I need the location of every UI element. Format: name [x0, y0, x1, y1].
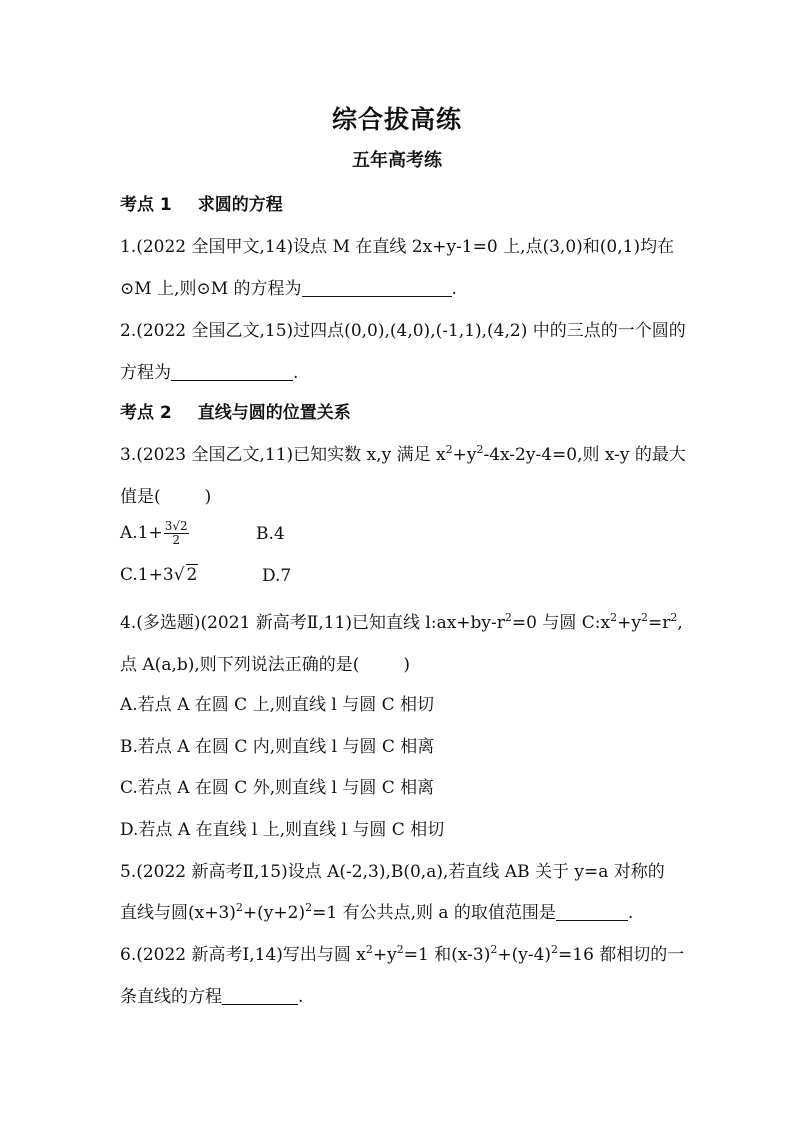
- question-text: 条直线的方程: [120, 987, 222, 1007]
- option-label: C.1+3: [120, 565, 174, 585]
- fraction: [164, 520, 189, 547]
- question-text: 值是(: [120, 487, 161, 507]
- question-3-option-d: D.7: [262, 566, 292, 586]
- question-text: ): [403, 655, 411, 675]
- question-2-line-1: 2.(2022 全国乙文,15)过四点(0,0),(4,0),(-1,1),(4,2) 中的三点的一个圆的: [120, 321, 686, 341]
- superscript: 2: [476, 443, 484, 456]
- question-3-line-1: [120, 440, 686, 465]
- question-3-line-2: [120, 482, 211, 507]
- question-text: ⊙M 上,则⊙M 的方程为: [120, 279, 302, 299]
- question-4-option-d: D.若点 A 在直线 l 上,则直线 l 与圆 C 相切: [120, 820, 445, 840]
- question-text: =0 与圆 C:x: [511, 613, 611, 633]
- question-text: +(y+2): [242, 903, 306, 923]
- question-text: +y: [372, 945, 397, 965]
- question-1-line-1: 1.(2022 全国甲文,14)设点 M 在直线 2x+y-1=0 上,点(3,0)和(0,1)均在: [120, 237, 675, 257]
- superscript: 2: [551, 943, 559, 956]
- answer-blank: [222, 988, 298, 1005]
- question-text: =1 有公共点,则 a 的取值范围是: [312, 903, 556, 923]
- question-text: .: [298, 987, 304, 1007]
- question-text: +(y-4): [497, 945, 552, 965]
- answer-blank: [302, 280, 452, 297]
- question-3-option-c: [120, 564, 198, 585]
- question-5-line-1: 5.(2022 新高考Ⅱ,15)设点 A(-2,3),B(0,a),若直线 AB 关于 y=a 对称的: [120, 862, 665, 882]
- sqrt: [174, 564, 199, 585]
- sqrt-icon: √: [173, 565, 185, 585]
- superscript: 2: [365, 943, 373, 956]
- question-text: 3.(2023 全国乙文,11)已知实数 x,y 满足 x: [120, 445, 446, 465]
- superscript: 2: [504, 611, 512, 624]
- question-4-option-c: C.若点 A 在圆 C 外,则直线 l 与圆 C 相离: [120, 778, 435, 798]
- question-text: 直线与圆(x+3): [120, 903, 236, 923]
- superscript: 2: [235, 901, 243, 914]
- question-4-option-b: B.若点 A 在圆 C 内,则直线 l 与圆 C 相离: [120, 737, 435, 757]
- sqrt-icon: √: [172, 519, 181, 533]
- superscript: 2: [640, 611, 648, 624]
- question-text: =r: [647, 613, 671, 633]
- question-2-line-2: [120, 358, 298, 383]
- superscript: 2: [670, 611, 678, 624]
- question-text: 4.(多选题)(2021 新高考Ⅱ,11)已知直线 l:ax+by-r: [120, 613, 505, 633]
- question-3-option-a: [120, 520, 189, 547]
- question-1-line-2: [120, 274, 457, 299]
- section-heading-1: [120, 190, 283, 215]
- superscript: 2: [396, 943, 404, 956]
- question-6-line-1: [120, 940, 684, 965]
- question-3-option-b: B.4: [256, 524, 285, 544]
- section-title: 直线与圆的位置关系: [197, 403, 351, 423]
- radicand: 2: [186, 565, 198, 585]
- question-5-line-2: [120, 898, 633, 923]
- superscript: 2: [305, 901, 313, 914]
- question-text: ): [204, 487, 212, 507]
- question-text: 方程为: [120, 363, 171, 383]
- question-text: +y: [617, 613, 641, 633]
- question-4-line-1: [120, 608, 683, 633]
- question-text: +y: [452, 445, 477, 465]
- question-4-option-a: A.若点 A 在圆 C 上,则直线 l 与圆 C 相切: [120, 695, 435, 715]
- question-text: .: [627, 903, 634, 923]
- question-text: -4x-2y-4=0,则 x-y 的最大: [483, 445, 686, 465]
- question-text: .: [293, 363, 299, 383]
- question-4-line-2: [120, 650, 410, 675]
- question-text: .: [451, 279, 457, 299]
- section-label: 考点 2: [120, 403, 172, 423]
- question-6-line-2: [120, 982, 303, 1007]
- option-label: A.1+: [120, 523, 163, 543]
- question-text: ,: [677, 613, 683, 633]
- section-label: 考点 1: [120, 195, 172, 215]
- page-subtitle: 五年高考练: [352, 150, 442, 171]
- section-heading-2: [120, 398, 351, 423]
- question-text: 6.(2022 新高考Ⅰ,14)写出与圆 x: [120, 945, 366, 965]
- question-text: 点 A(a,b),则下列说法正确的是(: [120, 655, 360, 675]
- answer-blank: [171, 364, 293, 381]
- superscript: 2: [490, 943, 498, 956]
- page-title: 综合拔高练: [331, 105, 462, 134]
- answer-blank: [556, 904, 628, 921]
- radicand: 2: [180, 519, 188, 533]
- superscript: 2: [445, 443, 453, 456]
- superscript: 2: [610, 611, 618, 624]
- question-text: =16 都相切的一: [558, 945, 685, 965]
- numerator-coefficient: 3: [164, 519, 173, 533]
- question-text: =1 和(x-3): [403, 945, 491, 965]
- section-title: 求圆的方程: [197, 195, 283, 215]
- denominator: 2: [172, 533, 181, 547]
